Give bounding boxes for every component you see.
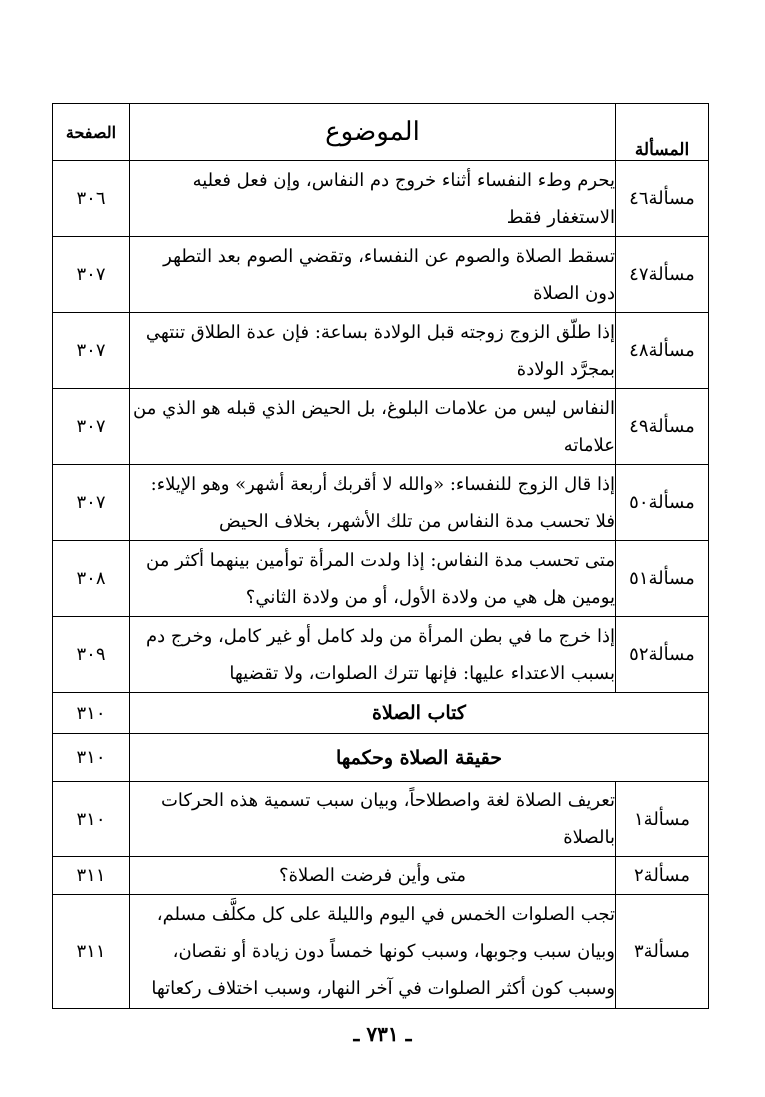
topic-cell: إذا طلّق الزوج زوجته قبل الولادة بساعة: فإن عدة الطلاق تنتهي بمجرَّد الولادة [130,313,616,389]
topic-cell: تجب الصلوات الخمس في اليوم والليلة على كل مكلَّف مسلم، وبيان سبب وجوبها، وسبب كونها خمساً دون زيادة أو نقصان، وسبب كون أكثر الصلوات في آخر النهار، وسبب اختلاف ركعاتها [130,895,616,1009]
page-cell: ٣١٠ [53,782,130,857]
header-page: الصفحة [53,104,130,161]
issue-cell: مسألة٢ [616,857,709,895]
table-row [53,237,709,313]
header-issue: المسألة [616,104,709,161]
page-cell: ٣٠٦ [53,161,130,237]
topic-cell: النفاس ليس من علامات البلوغ، بل الحيض الذي قبله هو الذي من علاماته [130,389,616,465]
section-row [53,693,709,734]
issue-cell: مسألة١ [616,782,709,857]
table-row [53,161,709,237]
table-row [53,389,709,465]
issue-cell: مسألة٤٨ [616,313,709,389]
header-row [53,104,709,161]
page-cell: ٣١١ [53,895,130,1009]
table-row [53,465,709,541]
page-cell: ٣١٠ [53,693,130,734]
topic-cell: يحرم وطء النفساء أثناء خروج دم النفاس، وإن فعل فعليه الاستغفار فقط [130,161,616,237]
topic-cell: متى وأين فرضت الصلاة؟ [130,857,616,895]
table-row [53,895,709,1009]
issue-cell: مسألة٤٩ [616,389,709,465]
issue-cell: مسألة٥١ [616,541,709,617]
topic-cell: إذا قال الزوج للنفساء: «والله لا أقربك أربعة أشهر» وهو الإيلاء: فلا تحسب مدة النفاس من تلك الأشهر، بخلاف الحيض [130,465,616,541]
issue-cell: مسألة٤٧ [616,237,709,313]
header-topic: الموضوع [130,104,616,161]
table-row [53,857,709,895]
page-number: ـ ٧٣١ ـ [353,1022,412,1046]
topic-cell: تسقط الصلاة والصوم عن النفساء، وتقضي الصوم بعد التطهر دون الصلاة [130,237,616,313]
page-cell: ٣٠٧ [53,465,130,541]
topic-cell: متى تحسب مدة النفاس: إذا ولدت المرأة توأمين بينهما أكثر من يومين هل هي من ولادة الأول، أو من ولادة الثاني؟ [130,541,616,617]
page-cell: ٣١١ [53,857,130,895]
topic-cell: إذا خرج ما في بطن المرأة من ولد كامل أو غير كامل، وخرج دم بسبب الاعتداء عليها: فإنها تترك الصلوات، ولا تقضيها [130,617,616,693]
page-cell: ٣٠٧ [53,313,130,389]
section-title: حقيقة الصلاة وحكمها [130,734,709,782]
topic-cell: تعريف الصلاة لغة واصطلاحاً، وبيان سبب تسمية هذه الحركات بالصلاة [130,782,616,857]
section-row [53,734,709,782]
table-row [53,782,709,857]
page-cell: ٣٠٧ [53,389,130,465]
page-cell: ٣٠٨ [53,541,130,617]
table-row [53,541,709,617]
page-cell: ٣١٠ [53,734,130,782]
table-row [53,617,709,693]
issue-cell: مسألة٥٠ [616,465,709,541]
section-title: كتاب الصلاة [130,693,709,734]
issue-cell: مسألة٣ [616,895,709,1009]
page-cell: ٣٠٩ [53,617,130,693]
index-table [52,103,709,1009]
page-cell: ٣٠٧ [53,237,130,313]
table-row [53,313,709,389]
issue-cell: مسألة٤٦ [616,161,709,237]
issue-cell: مسألة٥٢ [616,617,709,693]
